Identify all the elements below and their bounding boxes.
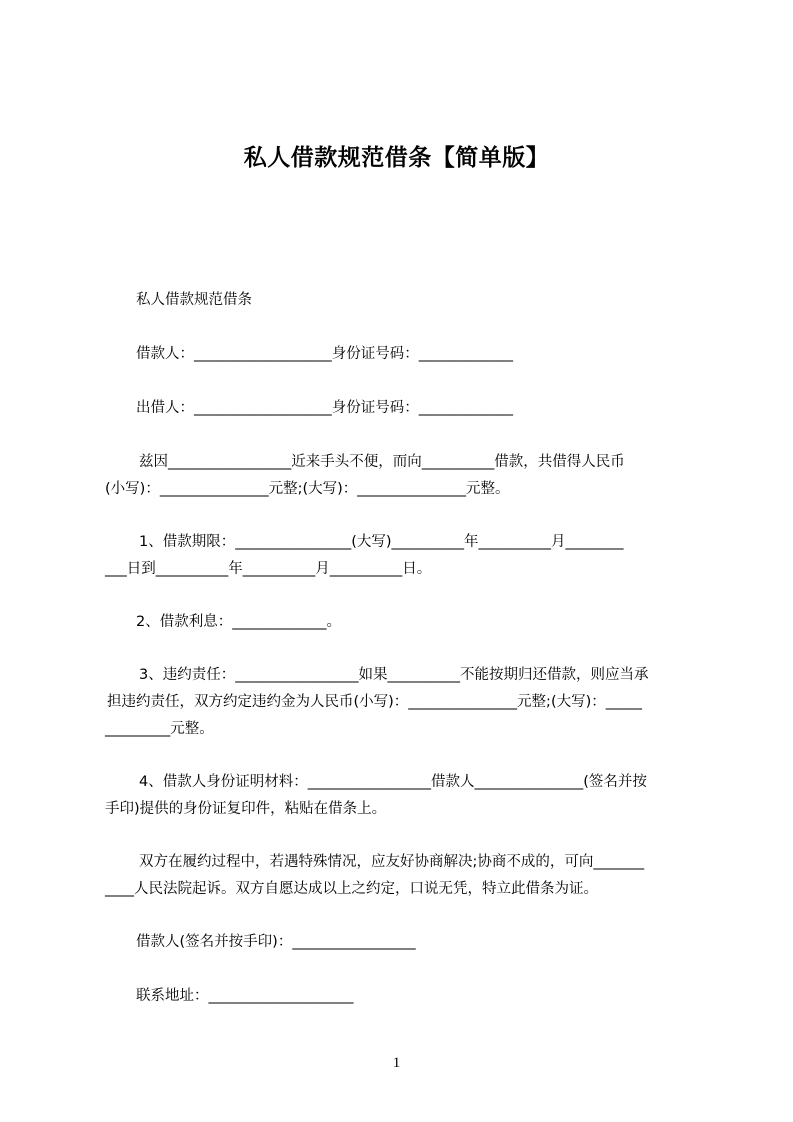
page-number: 1	[392, 1055, 401, 1071]
signature-line: 借款人(签名并按手印)：_________________	[136, 934, 416, 950]
borrower-line: 借款人：___________________身份证号码：_____________	[136, 346, 513, 362]
breach-line-3: _________元整。	[105, 721, 214, 737]
term-line-1: 1、借款期限：________________(大写)__________年__________月________	[139, 534, 624, 550]
lender-line: 出借人：___________________身份证号码：_____________	[136, 400, 513, 416]
id-material-line-1: 4、借款人身份证明材料：_________________借款人_______________(签名并按	[139, 774, 647, 790]
breach-line-2: 担违约责任，双方约定违约金为人民币(小写)：_______________元整;(大写)：_____	[107, 694, 643, 710]
dispute-line-2: ____人民法院起诉。双方自愿达成以上之约定，口说无凭，特立此借条为证。	[105, 881, 598, 897]
reason-line-2: (小写)：_______________元整;(大写)：_______________元整。	[105, 481, 510, 497]
term-line-2: ___日到__________年__________月__________日。	[105, 561, 432, 577]
interest-line: 2、借款利息：_____________。	[136, 614, 341, 630]
address-line: 联系地址：____________________	[136, 988, 354, 1004]
document-subtitle: 私人借款规范借条	[136, 292, 252, 308]
id-material-line-2: 手印)提供的身份证复印件，粘贴在借条上。	[105, 801, 387, 817]
breach-line-1: 3、违约责任：_________________如果__________不能按期归还借款，则应当承	[139, 667, 649, 683]
document-title: 私人借款规范借条【简单版】	[243, 145, 550, 171]
dispute-line-1: 双方在履约过程中，若遇特殊情况，应友好协商解决;协商不成的，可向_______	[139, 854, 645, 870]
reason-line-1: 兹因_________________近来手头不便，而向__________借款，共借得人民币	[139, 454, 625, 470]
